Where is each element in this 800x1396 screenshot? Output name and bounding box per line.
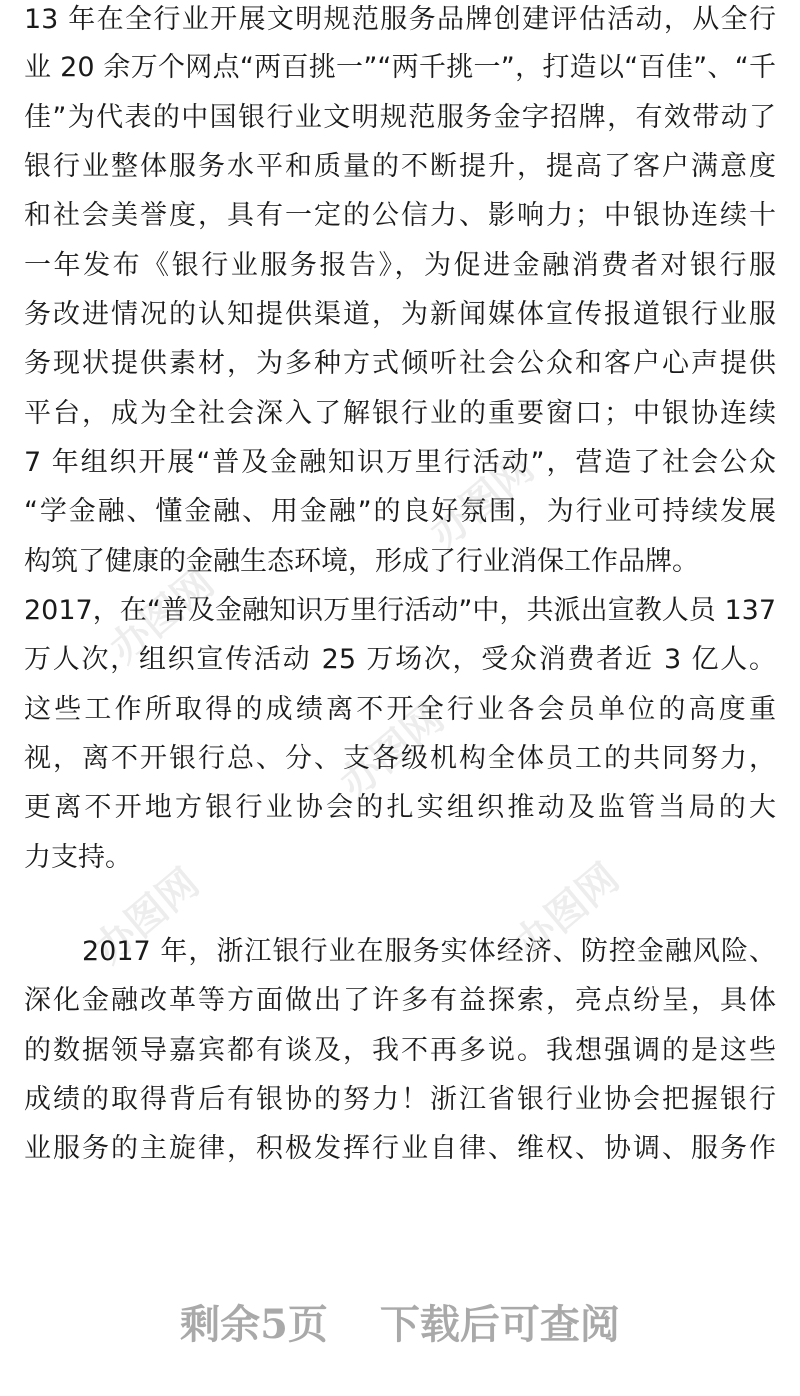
watermark: 办图网	[506, 854, 628, 968]
watermark: 办图网	[421, 444, 543, 558]
text-line: 构筑了健康的金融生态环境，形成了行业消保工作品牌。	[24, 546, 699, 577]
text-line: 视，离不开银行总、分、支各级机构全体员工的共同努力，	[24, 743, 776, 774]
text-line: 成绩的取得背后有银协的努力！浙江省银行业协会把握银行	[24, 1084, 776, 1115]
watermark: 办图网	[331, 694, 453, 808]
remaining-pages-label: 剩余5页	[180, 1301, 328, 1348]
text-line: 业 20 余万个网点“两百挑一”“两千挑一”，打造以“百佳”、“千	[24, 52, 776, 83]
text-line: 更离不开地方银行业协会的扎实组织推动及监管当局的大	[24, 792, 776, 823]
watermark: 办图网	[101, 559, 223, 673]
text-line: 务改进情况的认知提供渠道，为新闻媒体宣传报道银行业服	[24, 299, 776, 330]
text-line: 深化金融改革等方面做出了许多有益探索，亮点纷呈，具体	[24, 985, 776, 1016]
text-line: 和社会美誉度，具有一定的公信力、影响力；中银协连续十	[24, 200, 776, 231]
text-line: 13 年在全行业开展文明规范服务品牌创建评估活动，从全行	[24, 4, 776, 35]
text-line: “学金融、懂金融、用金融”的良好氛围，为行业可持续发展	[24, 496, 776, 527]
text-line: 的数据领导嘉宾都有谈及，我不再多说。我想强调的是这些	[24, 1035, 776, 1066]
text-line: 7 年组织开展“普及金融知识万里行活动”，营造了社会公众	[24, 447, 776, 478]
text-line: 业服务的主旋律，积极发挥行业自律、维权、协调、服务作	[24, 1133, 776, 1164]
watermark: 办图网	[86, 859, 208, 973]
text-line: 一年发布《银行业服务报告》，为促进金融消费者对银行服	[24, 250, 776, 281]
text-line: 银行业整体服务水平和质量的不断提升，提高了客户满意度	[24, 151, 776, 182]
text-line: 万人次，组织宣传活动 25 万场次，受众消费者近 3 亿人。	[24, 644, 776, 675]
text-line: 力支持。	[24, 842, 132, 873]
text-line: 平台，成为全社会深入了解银行业的重要窗口；中银协连续	[24, 398, 776, 429]
text-line: 2017，在“普及金融知识万里行活动”中，共派出宣教人员 137	[24, 595, 776, 626]
text-line: 这些工作所取得的成绩离不开全行业各会员单位的高度重	[24, 694, 776, 725]
download-prompt-banner[interactable]	[0, 1290, 800, 1360]
text-line: 2017 年，浙江银行业在服务实体经济、防控金融风险、	[82, 936, 776, 967]
text-line: 佳”为代表的中国银行业文明规范服务金字招牌，有效带动了	[24, 102, 776, 133]
download-to-view-label[interactable]: 下载后可查阅	[379, 1301, 620, 1348]
text-line: 务现状提供素材，为多种方式倾听社会公众和客户心声提供	[24, 348, 776, 379]
